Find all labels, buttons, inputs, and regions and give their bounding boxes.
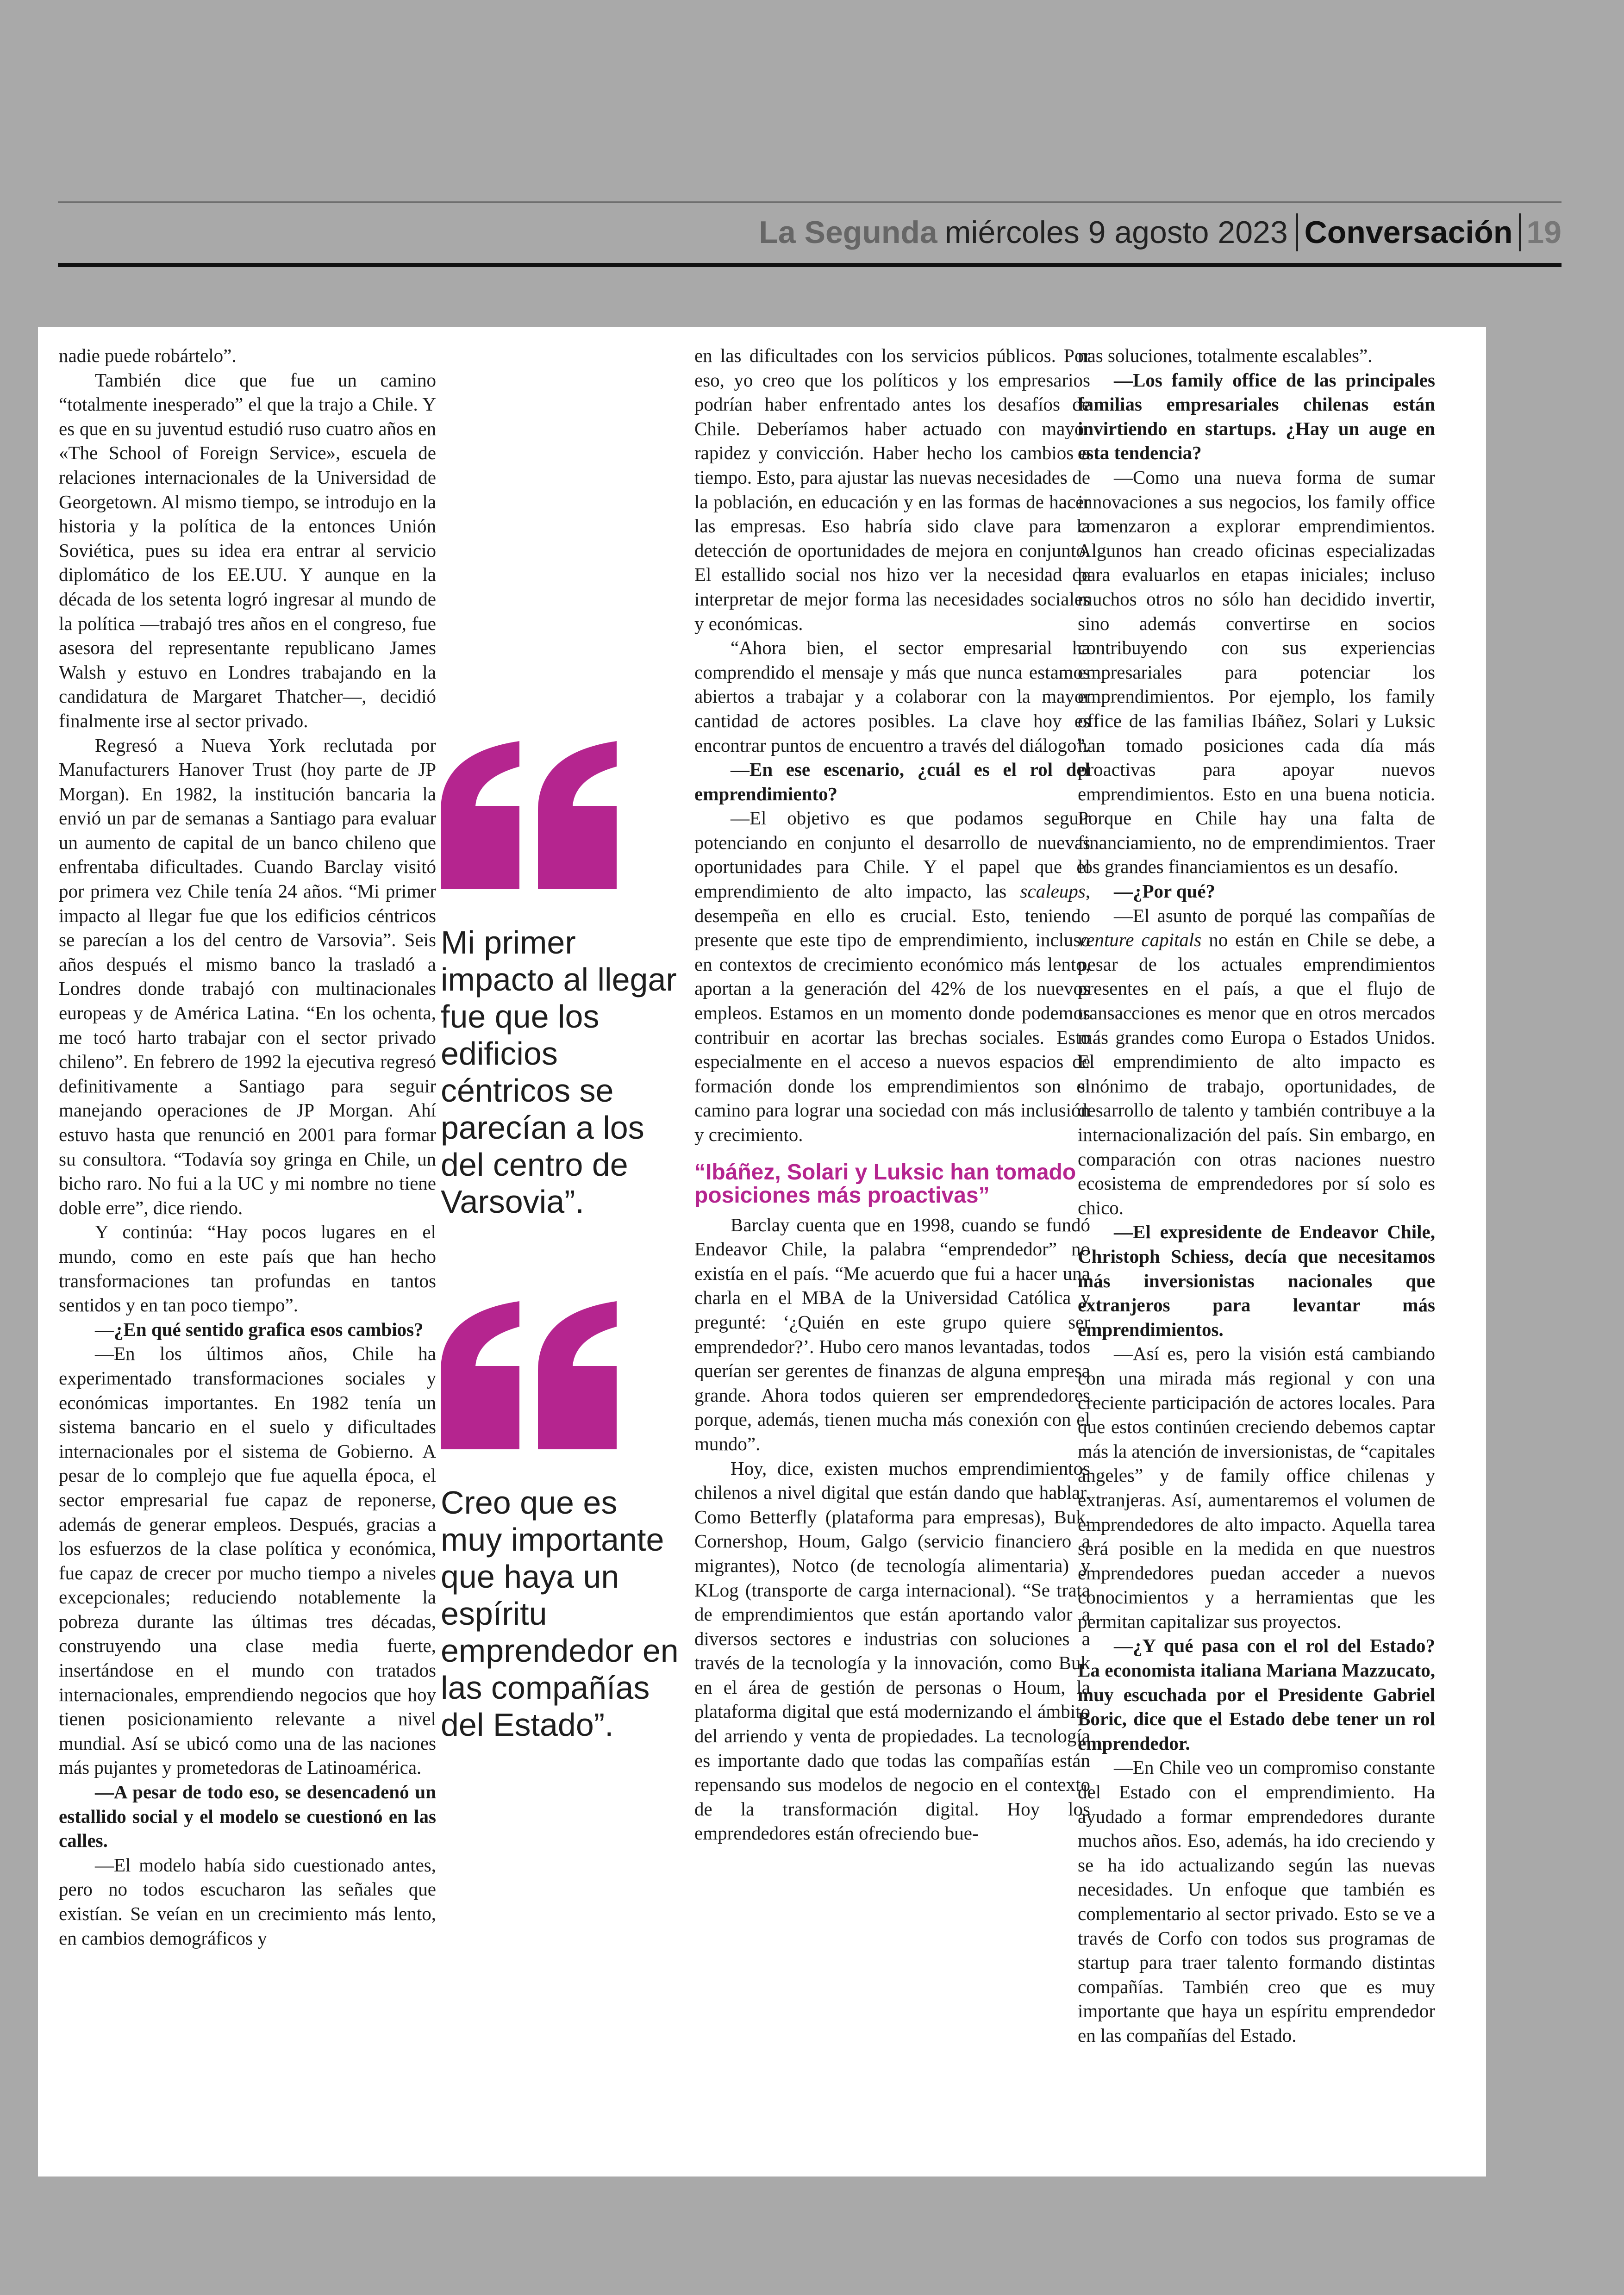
header-bottom-rule <box>58 263 1562 267</box>
quote-mark-icon <box>441 741 617 889</box>
masthead-divider <box>1296 213 1298 251</box>
paragraph: nas soluciones, totalmente escalables”. <box>1078 345 1373 366</box>
newspaper-name: La Segunda <box>759 215 937 250</box>
paragraph <box>1078 904 1435 1220</box>
paragraph <box>694 806 1090 1147</box>
interview-question: —A pesar de todo eso, se desencadenó un estallido social y el modelo se cuestionó en las calles. <box>59 1781 436 1852</box>
text-run: no están en Chile se debe, a pesar de los actuales emprendimientos presentes en el país, a que el flujo de transacciones es menor que en otros mercados más grandes como Europa o Estados Unidos. El emprendimiento de alto impacto es sinónimo de trabajo, oportunidades, de desarrollo de talento y también contribuye a la internacionalización del país. Sin embargo, en comparación con otras naciones nuestro ecosistema de emprendedores por sí solo es chico. <box>1078 929 1435 1218</box>
paragraph: —En Chile veo un compromiso constante del Estado con el emprendimiento. Ha ayudado a formar emprendedores durante muchos años. Eso, además, ha ido creciendo y se ha ido actualizando según las nuevas necesidades. Un enfoque que también es complementario al sector privado. Esto se ve a través de Corfo con todos sus programas de startup para traer talento formando distintas compañías. También creo que es muy importante que haya un espíritu emprendedor en las compañías del Estado. <box>1078 1757 1435 2046</box>
text-run: —El objetivo es que podamos seguir potenciando en conjunto el desarrollo de nuevas oportunidades para Chile. Y el papel que el emprendimiento de alto impacto, las <box>694 807 1090 902</box>
paragraph: —Así es, pero la visión está cambiando con una mirada más regional y con una creciente participación de actores locales. Para que estos continúen creciendo debemos captar más la atención de inversionistas, de “capitales ángeles” y de family office chilenas y extranjeras. Así, aumentaremos el volumen de emprendedores de alto impacto. Aquella tarea será posible en la medida en que nuestros emprendedores puedan acceder a nuevos conocimientos y a herramientas que les permitan capitalizar sus proyectos. <box>1078 1343 1435 1632</box>
paragraph: Regresó a Nueva York reclutada por Manufacturers Hanover Trust (hoy parte de JP Morgan). En 1982, la institución bancaria la envió un par de semanas a Santiago para evaluar un aumento de capital de un banco chileno que enfrentaba dificultades. Cuando Barclay visitó por primera vez Chile tenía 24 años. “Mi primer impacto al llegar fue que los edificios céntricos se parecían a los del centro de Varsovia”. Seis años después el mismo banco la trasladó a Londres donde trabajó con multinacionales europeas y de América Latina. “En los ochenta, me tocó harto trabajar con el sector privado chileno”. En febrero de 1992 la ejecutiva regresó definitivamente a Santiago para seguir manejando operaciones de JP Morgan. Ahí estuvo hasta que renunció en 2001 para formar su consultora. “Todavía soy gringa en Chile, un bicho raro. No fui a la UC y mi nombre no tiene doble erre”, dice riendo. <box>59 734 436 1218</box>
masthead-divider <box>1519 213 1521 251</box>
italic-term: scaleups <box>1020 880 1086 902</box>
interview-question: —Los family office de las principales familias empresariales chilenas están invirtiendo en startups. ¿Hay un auge en esta tendencia? <box>1078 369 1435 464</box>
italic-term: venture capitals <box>1078 929 1202 951</box>
text-run: —El asunto de porqué las compañías de <box>1114 904 1435 926</box>
text-run: , desempeña en ello es crucial. Esto, teniendo presente que este tipo de emprendimiento, incluso en contextos de crecimiento económico más lento, aportan a la generación del 42% de los nuevos empleos. Estamos en un momento donde podemos contribuir en acortar las brechas sociales. Esto especialmente en el acceso a nuevos espacios de formación donde los emprendimientos son el camino para lograr una sociedad con más inclusión y crecimiento. <box>694 880 1090 1145</box>
interview-question: —En ese escenario, ¿cuál es el rol del emprendimiento? <box>694 759 1090 804</box>
pull-quote: Mi primer impacto al llegar fue que los edificios céntricos se parecían a los del centro de Varsovia”. <box>441 924 677 1220</box>
article-column-2 <box>694 343 1090 1846</box>
page-number: 19 <box>1526 215 1562 250</box>
issue-date: miércoles 9 agosto 2023 <box>944 215 1288 250</box>
quote-mark-icon <box>441 1301 617 1449</box>
article-page <box>38 327 1486 2177</box>
interview-question: —¿Y qué pasa con el rol del Estado? La economista italiana Mariana Mazzucato, muy escuchada por el Presidente Gabriel Boric, dice que el Estado debe tener un rol emprendedor. <box>1078 1635 1435 1754</box>
article-column-3 <box>1078 343 1435 2048</box>
paragraph: Hoy, dice, existen muchos emprendimientos chilenos a nivel digital que están dando que hablar. Como Betterfly (plataforma para empresas), Buk, Cornershop, Houm, Galgo (servicio financiero a migrantes), Notco (de tecnología alimentaria) y KLog (transporte de carga internacional). “Se trata de emprendimientos que están aportando valor a diversos sectores e industrias con soluciones a través de la tecnología y la innovación, como Buk en el área de gestión de personas o Houm, la plataforma digital que está modernizando el ámbito del arriendo y venta de propiedades. La tecnología es importante dado que todas las compañías están repensando sus modelos de negocio en el contexto de la transformación digital. Hoy los emprendedores están ofreciendo bue- <box>694 1457 1090 1844</box>
article-column-1 <box>59 343 436 1950</box>
paragraph: Y continúa: “Hay pocos lugares en el mundo, como en este país que han hecho transformaciones tan profundas en tantos sentidos y en tan poco tiempo”. <box>59 1221 436 1316</box>
section-subheading: “Ibáñez, Solari y Luksic han tomado posiciones más proactivas” <box>694 1160 1076 1208</box>
pull-quote: Creo que es muy importante que haya un espíritu emprendedor en las compañías del Estado”. <box>441 1484 679 1743</box>
paragraph: “Ahora bien, el sector empresarial ha comprendido el mensaje y más que nunca estamos abiertos a trabajar y a colaborar con la mayor cantidad de actores posibles. La clave hoy es encontrar puntos de encuentro a través del diálogo”. <box>694 637 1090 756</box>
paragraph: —Como una nueva forma de sumar innovaciones a sus negocios, los family office comenzaron a explorar emprendimientos. Algunos han creado oficinas especializadas para evaluarlos en etapas iniciales; incluso muchos otros no sólo han decidido invertir, sino además convertirse en socios contribuyendo con sus experiencias empresariales para potenciar los emprendimientos. Por ejemplo, los family office de las familias Ibáñez, Solari y Luksic han tomado posiciones cada día más proactivas para apoyar nuevos emprendimientos. Esto en una buena noticia. Porque en Chile hay una falta de financiamiento, no de emprendimientos. Traer los grandes financiamientos es un desafío. <box>1078 466 1435 878</box>
paragraph: —En los últimos años, Chile ha experimentado transformaciones sociales y económicas importantes. En 1982 tenía un sistema bancario en el suelo y dificultades internacionales por el sistema de Gobierno. A pesar de lo complejo que fue aquella época, el sector empresarial fue capaz de reponerse, además de generar empleos. Después, gracias a los esfuerzos de la clase política y económica, fue capaz de crecer por mucho tiempo a niveles excepcionales; reduciendo notablemente la pobreza durante las últimas tres décadas, construyendo una clase media fuerte, insertándose en el mundo con tratados internacionales, emprendiendo negocios que hoy tienen posicionamiento relevante a nivel mundial. Así se ubicó como una de las naciones más pujantes y prometedoras de Latinoamérica. <box>59 1343 436 1778</box>
header-top-rule <box>58 201 1562 203</box>
paragraph: Barclay cuenta que en 1998, cuando se fundó Endeavor Chile, la palabra “emprendedor” no existía en el país. “Me acuerdo que fui a hacer una charla en el MBA de la Universidad Católica y pregunté: ‘¿Quién en este grupo quiere ser emprendedor?’. Hubo cero manos levantadas, todos querían ser gerentes de finanzas de alguna empresa grande. Ahora todos quieren ser emprendedores porque, además, tienen mucha más conexión con el mundo”. <box>694 1214 1090 1454</box>
paragraph: en las dificultades con los servicios públicos. Por eso, yo creo que los políticos y los empresarios podrían haber enfrentado antes los desafíos de Chile. Deberíamos haber actuado con mayor rapidez y convicción. Haber hecho los cambios a tiempo. Esto, para ajustar las nuevas necesidades de la población, en educación y en las formas de hacer las empresas. Eso habría sido clave para la detección de oportunidades de mejora en conjunto. El estallido social nos hizo ver la necesidad de interpretar de mejor forma las necesidades sociales y económicas. <box>694 345 1090 634</box>
interview-question: —¿En qué sentido grafica esos cambios? <box>95 1318 424 1340</box>
masthead <box>759 206 1562 258</box>
interview-question: —¿Por qué? <box>1114 880 1216 902</box>
paragraph: nadie puede robártelo”. <box>59 345 237 366</box>
paragraph: —El modelo había sido cuestionado antes, pero no todos escucharon las señales que existían. Se veían en un crecimiento más lento, en cambios demográficos y <box>59 1854 436 1949</box>
paragraph: También dice que fue un camino “totalmente inesperado” el que la trajo a Chile. Y es que en su juventud estudió ruso cuatro años en «The School of Foreign Service», escuela de relaciones internacionales de la Universidad de Georgetown. Al mismo tiempo, se introdujo en la historia y la política de la entonces Unión Soviética, pues su idea era entrar al servicio diplomático de los EE.UU. Y aunque en la década de los setenta logró ingresar al mundo de la política —trabajó tres años en el congreso, fue asesora del representante republicano James Walsh y estuvo en Londres trabajando en la candidatura de Margaret Thatcher—, decidió finalmente irse al sector privado. <box>59 369 436 731</box>
interview-question: —El expresidente de Endeavor Chile, Christoph Schiess, decía que necesitamos más inversionistas nacionales que extranjeros para levantar más emprendimientos. <box>1078 1221 1435 1340</box>
section-name: Conversación <box>1304 215 1513 250</box>
